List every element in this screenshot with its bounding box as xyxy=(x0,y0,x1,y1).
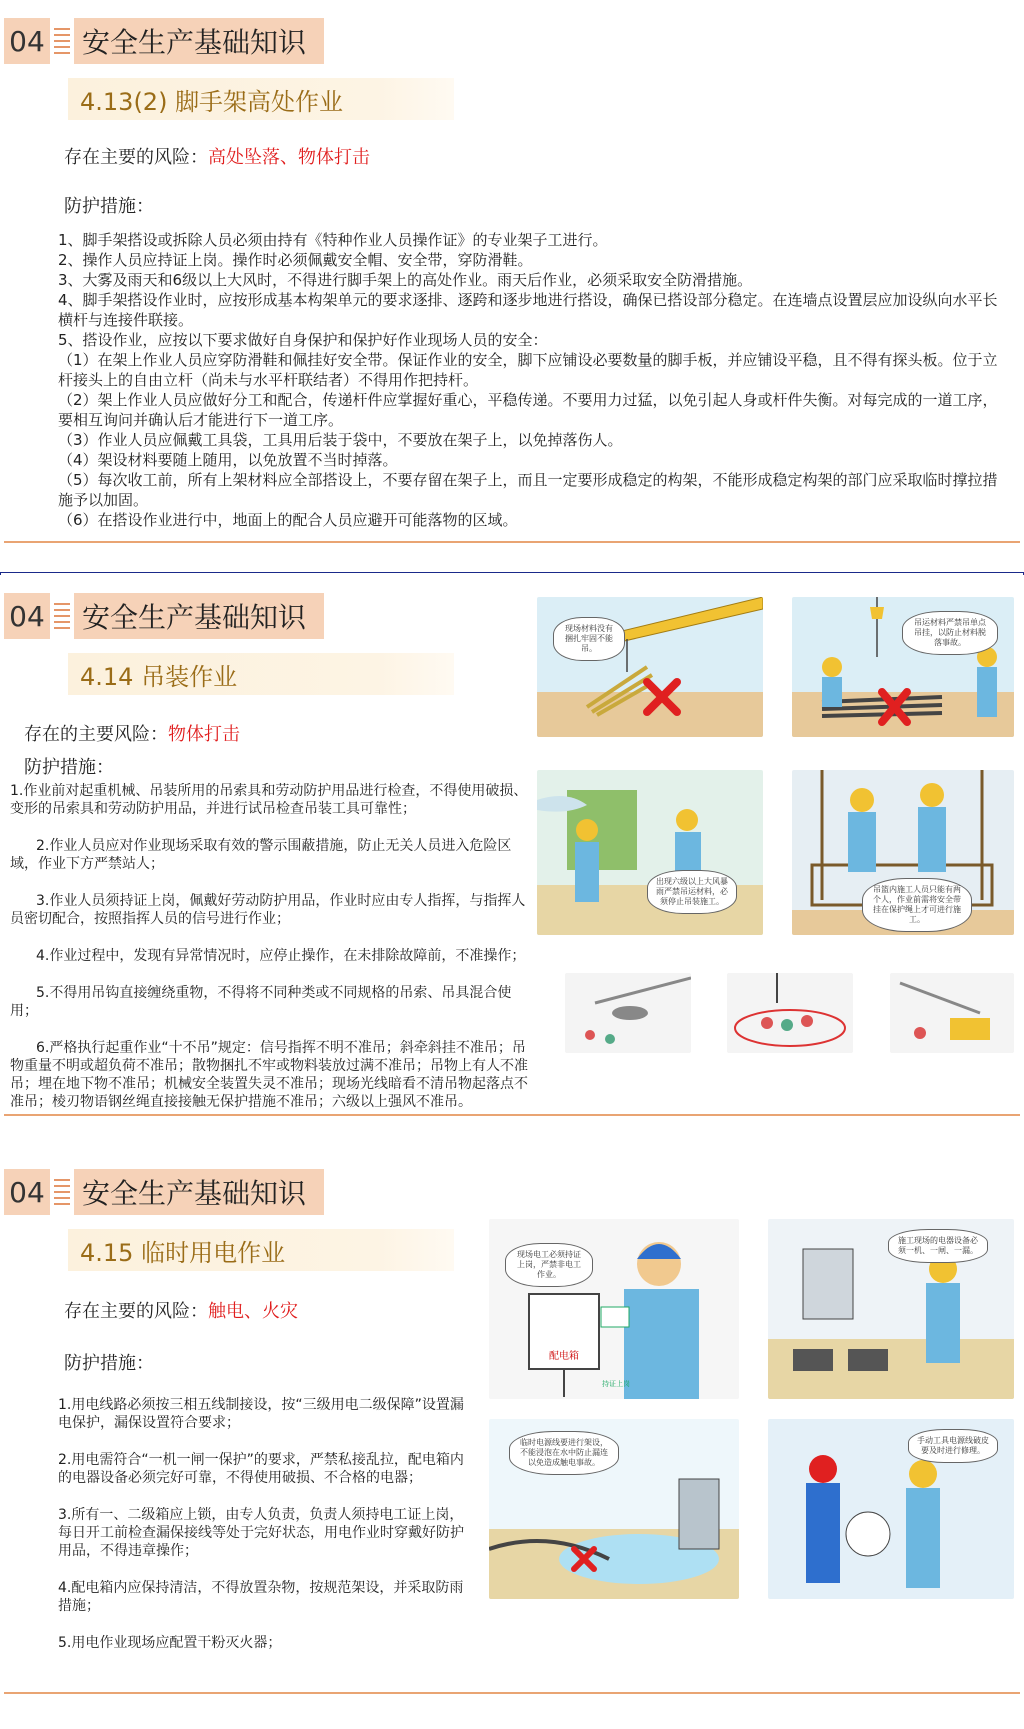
subtitle: 4.13(2) 脚手架高处作业 xyxy=(68,78,454,120)
list-item: （6）在搭设作业进行中，地面上的配合人员应避开可能落物的区域。 xyxy=(58,511,518,529)
list-item: 2、操作人员应持证上岗。操作时必须佩戴安全帽、安全带，穿防滑鞋。 xyxy=(58,251,533,269)
measure-list xyxy=(58,230,1008,530)
list-item: 3.所有一、二级箱应上锁，由专人负责，负责人须持电工证上岗，每日开工前检查漏保接线等处于完好状态，用电作业时穿戴好防护用品，不得违章操作； xyxy=(58,1507,464,1559)
list-item: 3、大雾及雨天和6级以上大风时，不得进行脚手架上的高处作业。雨天后作业，必须采取安全防滑措施。 xyxy=(58,271,753,289)
section-number: 04 xyxy=(4,1169,50,1215)
slide-temporary-electricity xyxy=(0,1151,1024,1729)
speech-bubble: 临时电源线要进行架设，不能浸泡在水中防止漏连以免造成触电事故。 xyxy=(509,1431,619,1475)
list-item: 4.配电箱内应保持清洁，不得放置杂物，按规范架设，并采取防雨措施； xyxy=(58,1580,464,1614)
risk-value: 高处坠落、物体打击 xyxy=(208,147,370,168)
section-header xyxy=(4,1169,324,1215)
list-item: 1.作业前对起重机械、吊装所用的吊索具和劳动防护用品进行检查，不得使用破损、变形的吊索具和劳动防护用品，并进行试吊检查吊装工具可靠性； xyxy=(10,783,528,817)
subtitle: 4.14 吊装作业 xyxy=(68,653,454,695)
list-item: （3）作业人员应佩戴工具袋，工具用后装于袋中，不要放在架子上，以免掉落伤人。 xyxy=(58,431,623,449)
list-item: 2.作业人员应对作业现场采取有效的警示围蔽措施，防止无关人员进入危险区域，作业下方严禁站人； xyxy=(10,838,512,872)
small-crane-illustration-2 xyxy=(727,973,853,1053)
risk-value: 触电、火灾 xyxy=(208,1301,298,1322)
cable-in-water-illustration xyxy=(489,1419,739,1599)
crane-loose-bundle-illustration xyxy=(537,597,763,737)
list-item: 6.严格执行起重作业“十不吊”规定：信号指挥不明不准吊；斜牵斜挂不准吊；吊物重量不明或超负荷不准吊；散物捆扎不牢或物料装放过满不准吊；吊物上有人不准吊；埋在地下物不准吊；机械安全装置失灵不准吊；现场光线暗看不清吊物起落点不准吊；棱刃物语钢丝绳直接接触无保护措施不准吊；六级以上强风不准吊。 xyxy=(10,1040,528,1110)
risk-line xyxy=(64,1297,298,1323)
list-item: 4、脚手架搭设作业时，应按形成基本构架单元的要求逐排、逐跨和逐步地进行搭设，确保已搭设部分稳定。在连墙点设置层应加设纵向水平长横杆与连接件联接。 xyxy=(58,291,998,329)
small-crane-illustration-3 xyxy=(890,973,1014,1053)
single-point-lifting-illustration xyxy=(792,597,1014,737)
section-header xyxy=(4,18,324,64)
electrician-certificate-illustration xyxy=(489,1219,739,1399)
list-item: 4.作业过程中，发现有异常情况时，应停止操作，在未排除故障前，不准操作； xyxy=(36,948,526,964)
section-header xyxy=(4,593,324,639)
certificate-sign: 持证上岗 xyxy=(602,1380,630,1388)
risk-label: 存在主要的风险： xyxy=(64,1301,208,1322)
one-machine-one-switch-illustration xyxy=(768,1219,1014,1399)
small-crane-illustration-1 xyxy=(565,973,691,1053)
list-item: 1.用电线路必须按三相五线制接设，按“三级用电二级保障”设置漏电保护，漏保设置符合要求； xyxy=(58,1397,464,1431)
section-title: 安全生产基础知识 xyxy=(74,18,324,64)
list-item: （4）架设材料要随上随用，以免放置不当时掉落。 xyxy=(58,451,398,469)
dash-decoration xyxy=(54,593,74,639)
subtitle: 4.15 临时用电作业 xyxy=(68,1229,454,1271)
speech-bubble: 现场材料没有捆扎牢固不能吊。 xyxy=(553,617,625,661)
list-item: 1、脚手架搭设或拆除人员必须由持有《特种作业人员操作证》的专业架子工进行。 xyxy=(58,231,608,249)
section-number: 04 xyxy=(4,593,50,639)
risk-line xyxy=(24,720,240,746)
dash-decoration xyxy=(54,18,74,64)
list-item: （5）每次收工前，所有上架材料应全部搭设上，不要存留在架子上，而且一定要形成稳定的构架，不能形成稳定构架的部门应采取临时撑拉措施予以加固。 xyxy=(58,471,998,509)
slide-scaffold xyxy=(0,0,1024,573)
section-number: 04 xyxy=(4,18,50,64)
measure-label: 防护措施： xyxy=(64,196,154,217)
speech-bubble: 施工现场的电器设备必须一机、一闸、一漏。 xyxy=(888,1229,988,1263)
speech-bubble: 手动工具电源线破皮要及时进行修理。 xyxy=(908,1429,998,1463)
measure-label: 防护措施： xyxy=(24,757,114,778)
hanging-basket-illustration xyxy=(792,770,1014,935)
list-item: （1）在架上作业人员应穿防滑鞋和佩挂好安全带。保证作业的安全，脚下应铺设必要数量的脚手板，并应铺设平稳，且不得有探头板。位于立杆接头上的自由立杆（尚未与水平杆联结者）不得用作把持杆。 xyxy=(58,351,998,389)
risk-value: 物体打击 xyxy=(168,724,240,745)
list-item: 2.用电需符合“一机一闸一保护”的要求，严禁私接乱拉，配电箱内的电器设备必须完好可靠，不得使用破损、不合格的电器； xyxy=(58,1452,464,1486)
bottom-divider xyxy=(4,1692,1020,1694)
section-title: 安全生产基础知识 xyxy=(74,1169,324,1215)
list-item: 5.用电作业现场应配置干粉灭火器； xyxy=(58,1635,282,1651)
risk-line xyxy=(64,143,370,169)
list-item: 5、搭设作业，应按以下要求做好自身保护和保护好作业现场人员的安全： xyxy=(58,331,548,349)
risk-label: 存在的主要风险： xyxy=(24,724,168,745)
measure-label: 防护措施： xyxy=(64,1353,154,1374)
measure-list xyxy=(10,782,530,1130)
speech-bubble: 出现六级以上大风暴雨严禁吊运材料，必须停止吊装施工。 xyxy=(647,870,737,914)
bottom-divider xyxy=(4,1114,1020,1116)
measure-list xyxy=(58,1396,468,1671)
speech-bubble: 吊运材料严禁吊单点吊挂，以防止材料脱落事故。 xyxy=(902,611,998,655)
repair-cable-illustration xyxy=(768,1419,1014,1599)
bottom-divider xyxy=(4,541,1020,543)
list-item: 3.作业人员须持证上岗，佩戴好劳动防护用品，作业时应由专人指挥，与指挥人员密切配合，按照指挥人员的信号进行作业； xyxy=(10,893,526,927)
dash-decoration xyxy=(54,1169,74,1215)
speech-bubble: 现场电工必须持证上岗，严禁非电工作业。 xyxy=(505,1243,593,1287)
speech-bubble: 吊篮内施工人员只能有两个人，作业前需将安全带挂在保护绳上才可进行施工。 xyxy=(862,878,972,932)
list-item: （2）架上作业人员应做好分工和配合，传递杆件应掌握好重心，平稳传递。不要用力过猛，以免引起人身或杆件失衡。对每完成的一道工序，要相互询问并确认后才能进行下一道工序。 xyxy=(58,391,998,429)
slide-separator xyxy=(0,572,1024,573)
distribution-box-label: 配电箱 xyxy=(549,1351,579,1362)
list-item: 5.不得用吊钩直接缠绕重物，不得将不同种类或不同规格的吊索、吊具混合使用； xyxy=(10,985,512,1019)
section-title: 安全生产基础知识 xyxy=(74,593,324,639)
risk-label: 存在主要的风险： xyxy=(64,147,208,168)
slide-lifting xyxy=(0,575,1024,1152)
strong-wind-illustration xyxy=(537,770,763,935)
